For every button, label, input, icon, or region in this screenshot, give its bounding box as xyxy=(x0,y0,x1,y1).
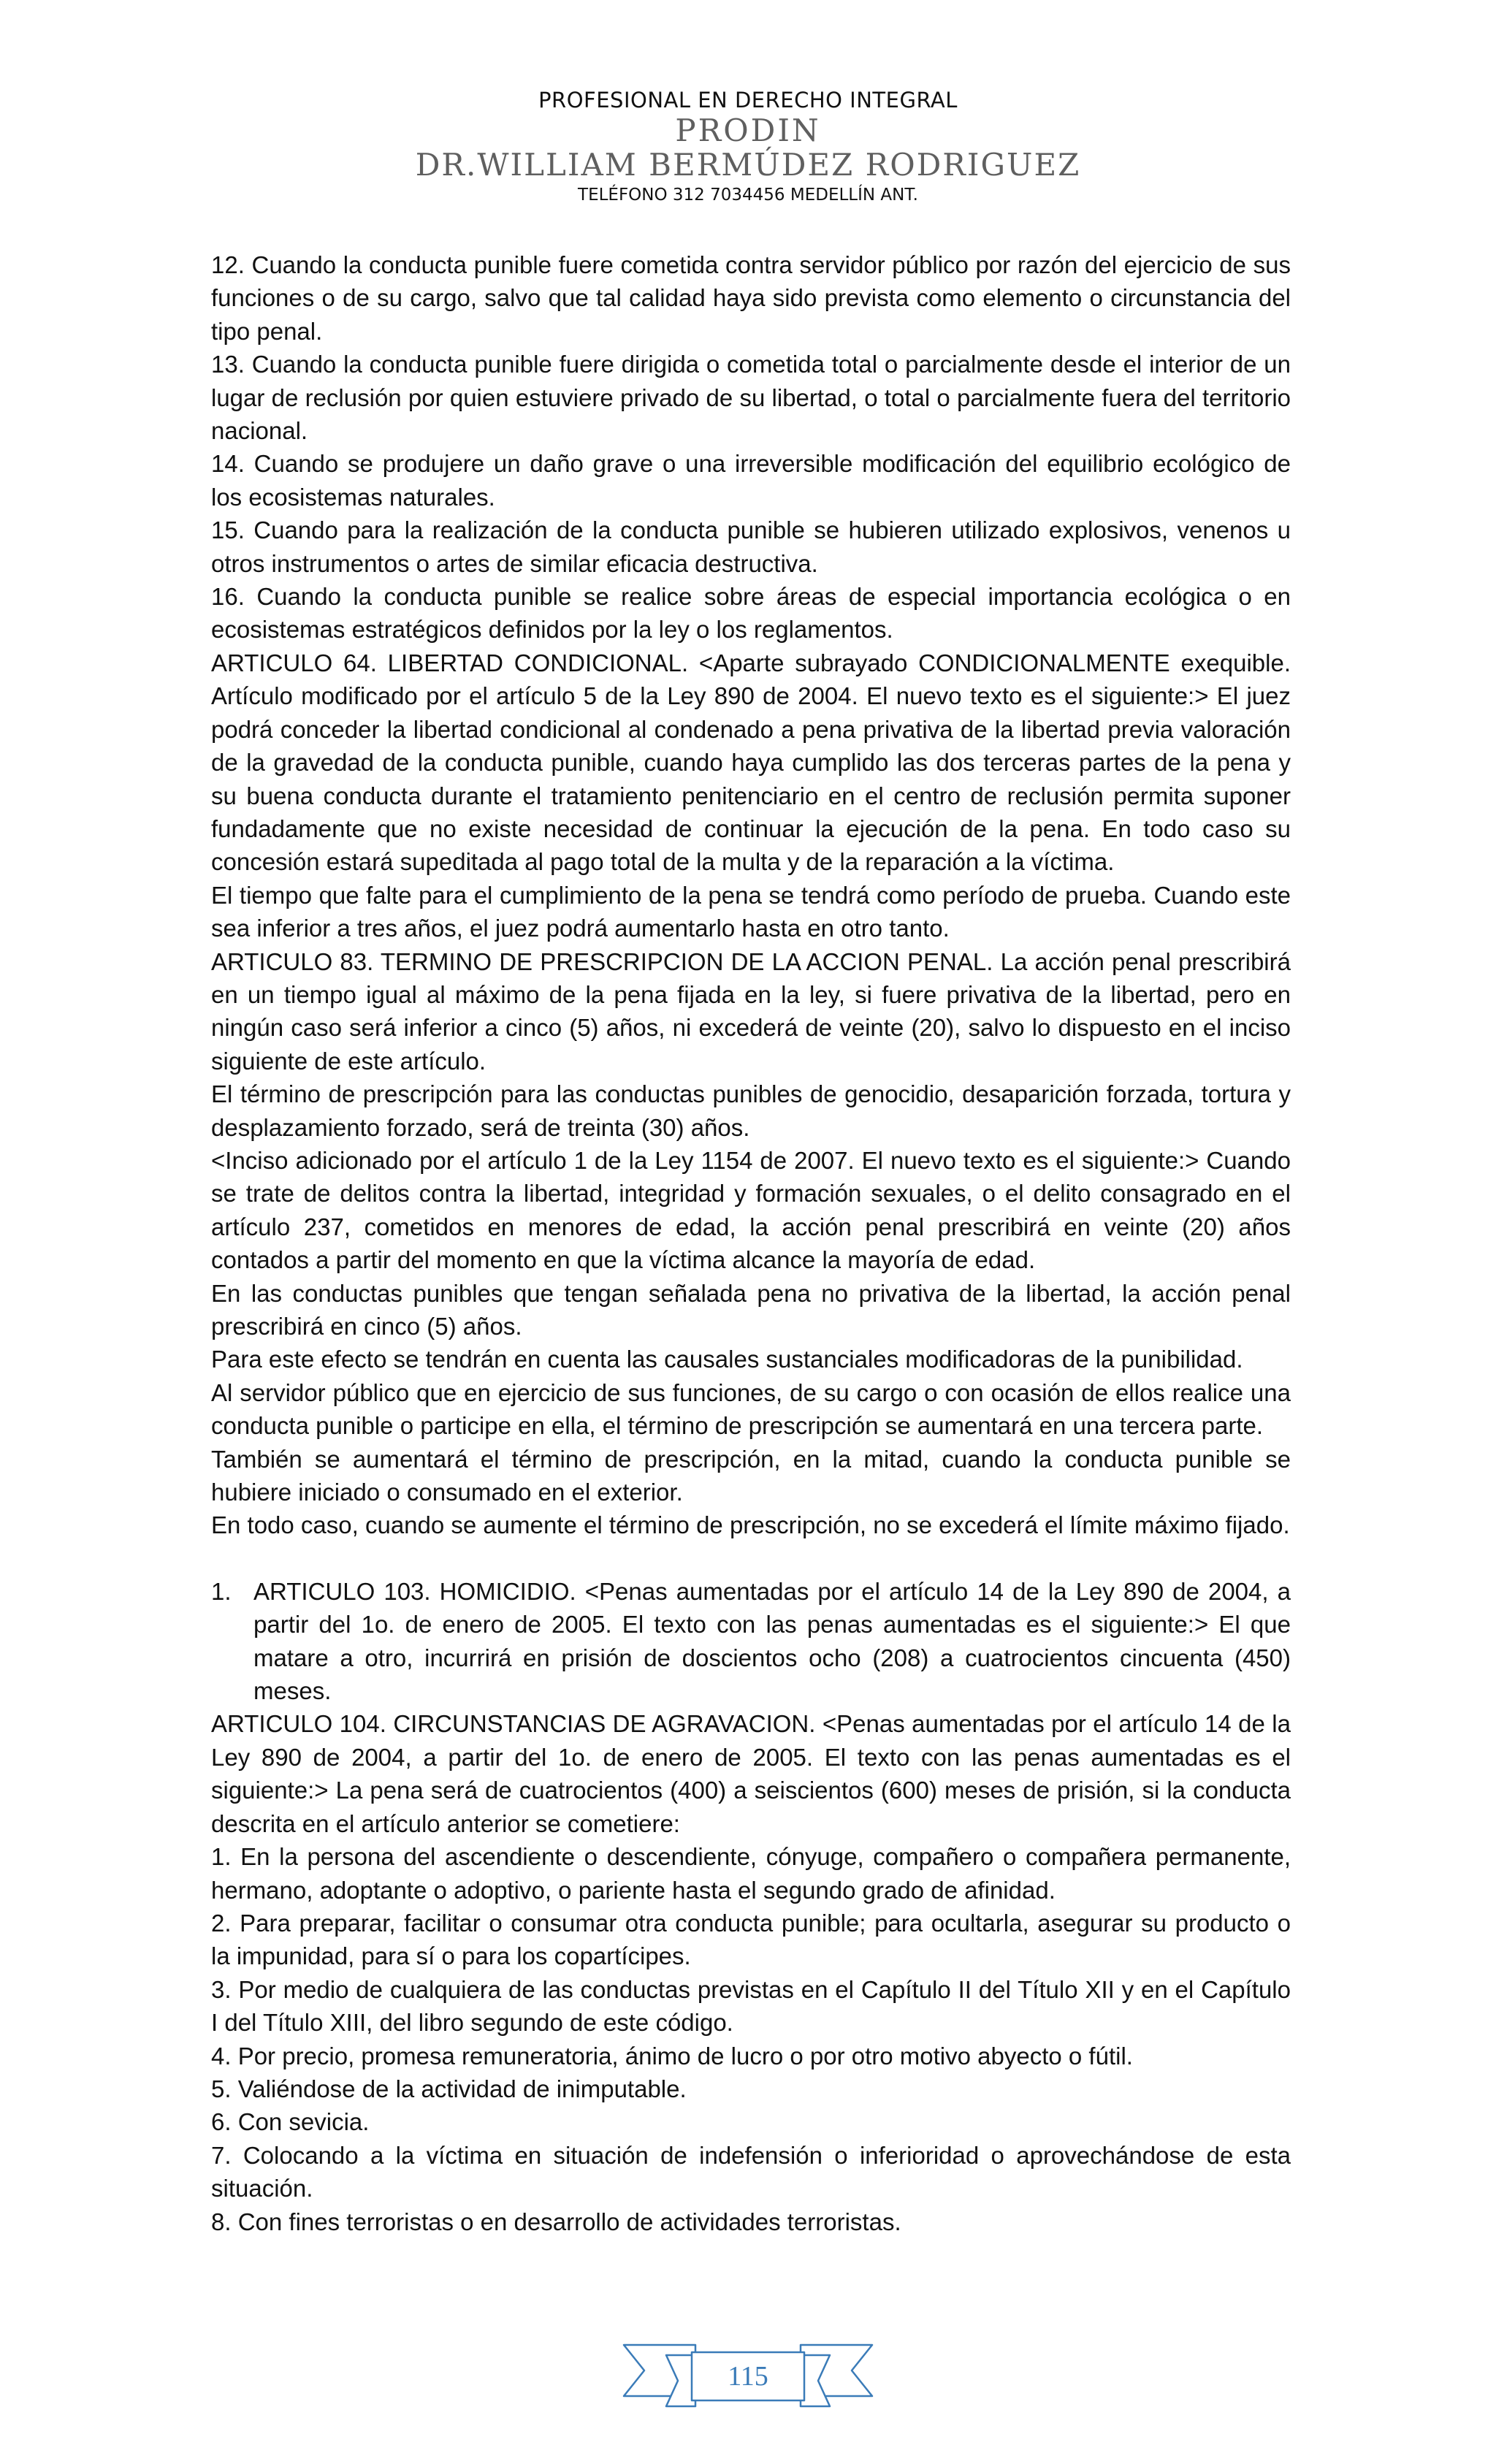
page-number: 115 xyxy=(728,2361,768,2392)
paragraph: También se aumentará el término de prescripción, en la mitad, cuando la conducta punible se hubiere iniciado o consumado en el exterior. xyxy=(211,1445,1291,1506)
paragraph: 7. Colocando a la víctima en situación de indefensión o inferioridad o aprovechándose de esta situación. xyxy=(211,2141,1291,2202)
paragraph: Al servidor público que en ejercicio de sus funciones, de su cargo o con ocasión de ellos realice una conducta punible o participe en ella, el término de prescripción se aumentará en una tercera parte. xyxy=(211,1378,1291,1440)
paragraph: 12. Cuando la conducta punible fuere cometida contra servidor público por razón del ejercicio de sus funciones o de su cargo, salvo que tal calidad haya sido prevista como elemento o circunstancia del tipo penal. xyxy=(211,251,1291,345)
paragraph: 8. Con fines terroristas o en desarrollo de actividades terroristas. xyxy=(211,2208,901,2235)
paragraph: 15. Cuando para la realización de la conducta punible se hubieren utilizado explosivos, venenos u otros instrumentos o artes de similar eficacia destructiva. xyxy=(211,516,1291,577)
paragraph: En todo caso, cuando se aumente el término de prescripción, no se excederá el límite máximo fijado. xyxy=(211,1511,1290,1539)
paragraph: 6. Con sevicia. xyxy=(211,2108,370,2136)
paragraph: 4. Por precio, promesa remuneratoria, ánimo de lucro o por otro motivo abyecto o fútil. xyxy=(211,2042,1133,2070)
header-firm-name: PROFESIONAL EN DERECHO INTEGRAL xyxy=(538,88,958,112)
paragraph: 14. Cuando se produjere un daño grave o una irreversible modificación del equilibrio ecológico de los ecosistemas naturales. xyxy=(211,450,1291,511)
list-item-text: ARTICULO 103. HOMICIDIO. <Penas aumentadas por el artículo 14 de la Ley 890 de 2004, a partir del 1o. de enero de 2005. El texto con las penas aumentadas es el siguiente:> El que matare a otro, incurrirá en prisión de doscientos ocho (208) a cuatrocientos cincuenta (450) meses. xyxy=(253,1577,1291,1705)
paragraph: En las conductas punibles que tengan señalada pena no privativa de la libertad, la acción penal prescribirá en cinco (5) años. xyxy=(211,1279,1291,1340)
paragraph: 3. Por medio de cualquiera de las conductas previstas en el Capítulo II del Título XII y en el Capítulo I del Título XIII, del libro segundo de este código. xyxy=(211,1975,1291,2037)
list-number: 1. xyxy=(211,1577,232,1605)
paragraph: 1. En la persona del ascendiente o descendiente, cónyuge, compañero o compañera permanente, hermano, adoptante o adoptivo, o pariente hasta el segundo grado de afinidad. xyxy=(211,1843,1291,1904)
paragraph-articulo-64: ARTICULO 64. LIBERTAD CONDICIONAL. <Aparte subrayado CONDICIONALMENTE exequible. Artículo modificado por el artículo 5 de la Ley 890 de 2004. El nuevo texto es el siguiente:> El juez podrá conceder la libertad condicional al condenado a pena privativa de la libertad previa valoración de la gravedad de la conducta punible, cuando haya cumplido las dos terceras partes de la pena y su buena conducta durante el tratamiento penitenciario en el centro de reclusión permita suponer fundadamente que no existe necesidad de continuar la ejecución de la pena. En todo caso su concesión estará supeditada al pago total de la multa y de la reparación a la víctima. xyxy=(211,649,1291,876)
header-brand: PRODIN xyxy=(675,112,821,148)
header-lawyer-name: DR.WILLIAM BERMÚDEZ RODRIGUEZ xyxy=(415,147,1081,183)
paragraph: Para este efecto se tendrán en cuenta las causales sustanciales modificadoras de la punibilidad. xyxy=(211,1346,1243,1373)
page-number-banner xyxy=(622,2335,874,2417)
paragraph: 16. Cuando la conducta punible se realice sobre áreas de especial importancia ecológica o en ecosistemas estratégicos definidos por la ley o los reglamentos. xyxy=(211,583,1291,644)
paragraph: 5. Valiéndose de la actividad de inimputable. xyxy=(211,2075,687,2102)
paragraph: 13. Cuando la conducta punible fuere dirigida o cometida total o parcialmente desde el interior de un lugar de reclusión por quien estuviere privado de su libertad, o total o parcialmente fuera del territorio nacional. xyxy=(211,351,1291,445)
paragraph: El tiempo que falte para el cumplimiento de la pena se tendrá como período de prueba. Cuando este sea inferior a tres años, el juez podrá aumentarlo hasta en otro tanto. xyxy=(211,881,1291,942)
paragraph: El término de prescripción para las conductas punibles de genocidio, desaparición forzada, tortura y desplazamiento forzado, será de treinta (30) años. xyxy=(211,1080,1291,1141)
paragraph: 2. Para preparar, facilitar o consumar otra conducta punible; para ocultarla, asegurar su producto o la impunidad, para sí o para los copartícipes. xyxy=(211,1909,1291,1970)
paragraph-articulo-104: ARTICULO 104. CIRCUNSTANCIAS DE AGRAVACION. <Penas aumentadas por el artículo 14 de la Ley 890 de 2004, a partir del 1o. de enero de 2005. El texto con las penas aumentadas es el siguiente:> La pena será de cuatrocientos (400) a seiscientos (600) meses de prisión, si la conducta descrita en el artículo anterior se cometiere: xyxy=(211,1710,1291,1837)
paragraph-articulo-83: ARTICULO 83. TERMINO DE PRESCRIPCION DE LA ACCION PENAL. La acción penal prescribirá en un tiempo igual al máximo de la pena fijada en la ley, si fuere privativa de la libertad, pero en ningún caso será inferior a cinco (5) años, ni excederá de veinte (20), salvo lo dispuesto en el inciso siguiente de este artículo. xyxy=(211,947,1291,1075)
page-header xyxy=(0,86,1496,207)
paragraph: <Inciso adicionado por el artículo 1 de la Ley 1154 de 2007. El nuevo texto es el siguiente:> Cuando se trate de delitos contra la libertad, integridad y formación sexuales, o el delito consagrado en el artículo 237, cometidos en menores de edad, la acción penal prescribirá en veinte (20) años contados a partir del momento en que la víctima alcance la mayoría de edad. xyxy=(211,1146,1291,1274)
numbered-item-articulo-103 xyxy=(211,1575,1291,1708)
document-body xyxy=(211,248,1291,2238)
paragraph-spacer xyxy=(211,1542,1291,1575)
header-phone: TELÉFONO 312 7034456 MEDELLÍN ANT. xyxy=(578,186,918,205)
